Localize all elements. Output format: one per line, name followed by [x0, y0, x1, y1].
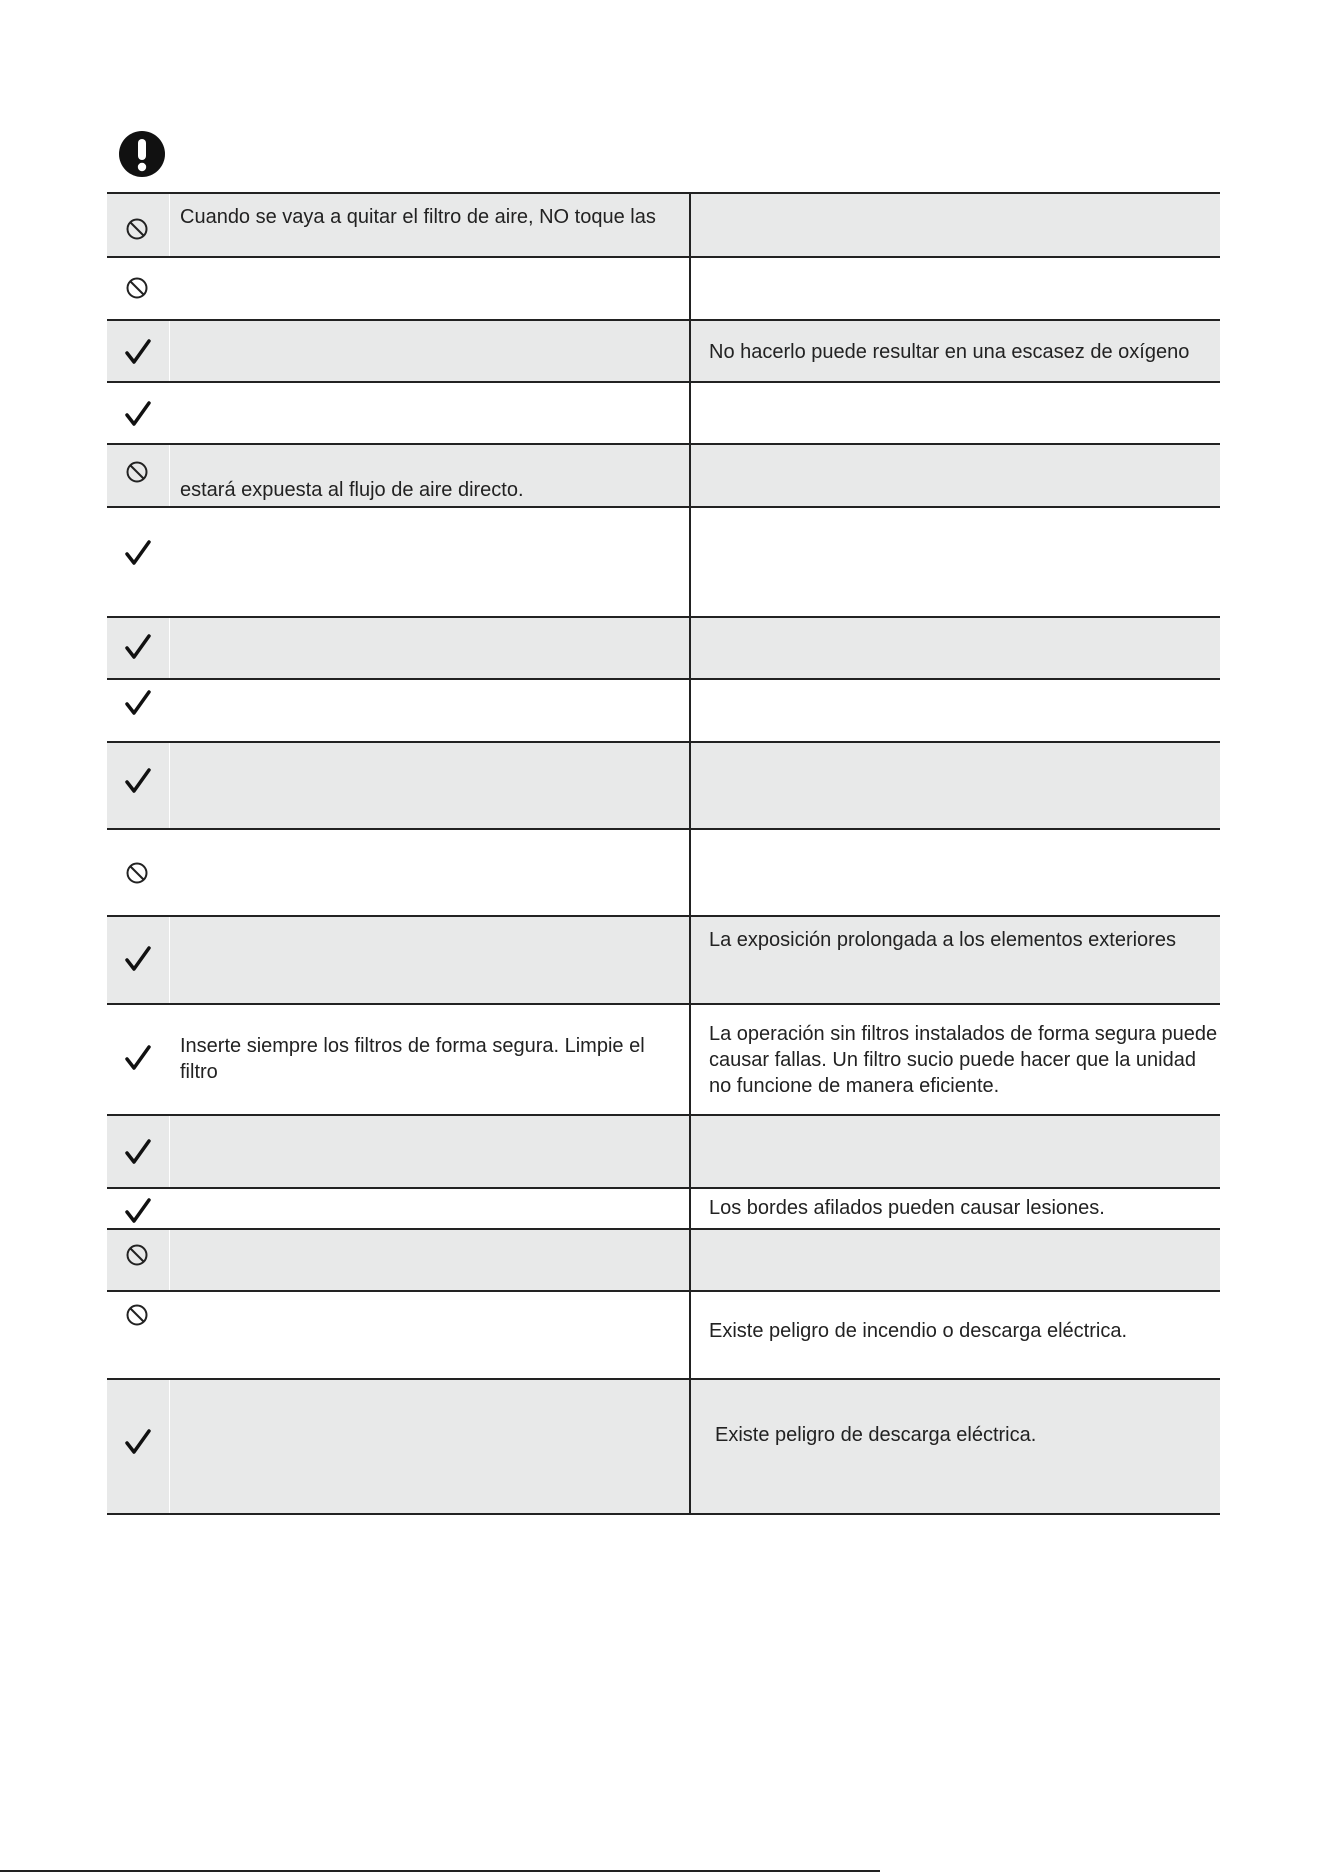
row-icon-cell [107, 1116, 170, 1187]
result-cell [691, 1380, 1220, 1513]
checkmark-icon [124, 1428, 152, 1456]
checkmark-icon [124, 400, 152, 428]
result-text: Existe peligro de descarga eléctrica. [715, 1424, 1037, 1446]
table-row [107, 678, 1220, 741]
result-text: No hacerlo puede resultar en una escasez de oxígeno [709, 341, 1190, 363]
prohibited-icon [125, 1243, 149, 1267]
row-icon-cell [107, 194, 170, 256]
instruction-text: Cuando se vaya a quitar el filtro de aire, NO toque las [180, 206, 656, 228]
table-row [107, 506, 1220, 616]
prohibited-icon [125, 460, 149, 484]
row-icon-cell [107, 321, 170, 381]
instruction-cell [170, 1005, 691, 1114]
instruction-cell [170, 445, 691, 506]
instruction-cell [170, 1116, 691, 1187]
result-cell [691, 445, 1220, 506]
table-row [107, 319, 1220, 381]
result-cell [691, 1292, 1220, 1378]
instruction-cell [170, 321, 691, 381]
instruction-cell [170, 383, 691, 443]
table-row [107, 194, 1220, 256]
result-text: La operación sin filtros instalados de forma segura puede causar fallas. Un filtro sucio puede hacer que la unidad no funcione de manera eficiente. [709, 1023, 1218, 1097]
row-icon-cell [107, 618, 170, 678]
prohibited-icon [125, 861, 149, 885]
table-row [107, 1228, 1220, 1290]
result-cell [691, 743, 1220, 828]
instruction-cell [170, 508, 691, 616]
checkmark-icon [124, 1197, 152, 1225]
row-icon-cell [107, 1230, 170, 1290]
row-icon-cell [107, 1380, 170, 1513]
result-cell [691, 258, 1220, 319]
table-row [107, 1003, 1220, 1114]
prohibited-icon [125, 276, 149, 300]
exclamation-circle-icon [118, 130, 166, 178]
result-cell [691, 383, 1220, 443]
table-row [107, 828, 1220, 915]
table-row [107, 741, 1220, 828]
checkmark-icon [124, 633, 152, 661]
checkmark-icon [124, 338, 152, 366]
result-cell [691, 1005, 1220, 1114]
checkmark-icon [124, 1138, 152, 1166]
result-cell [691, 508, 1220, 616]
table-row [107, 1114, 1220, 1187]
row-icon-cell [107, 508, 170, 616]
row-icon-cell [107, 917, 170, 1003]
row-icon-cell [107, 830, 170, 915]
instruction-cell [170, 1380, 691, 1513]
row-icon-cell [107, 1189, 170, 1228]
instruction-cell [170, 258, 691, 319]
result-cell [691, 194, 1220, 256]
instruction-text: estará expuesta al flujo de aire directo. [180, 479, 524, 501]
row-icon-cell [107, 680, 170, 741]
result-cell [691, 321, 1220, 381]
table-row [107, 1378, 1220, 1513]
instruction-cell [170, 618, 691, 678]
instruction-text: Inserte siempre los filtros de forma segura. Limpie el filtro [180, 1035, 645, 1083]
row-icon-cell [107, 1292, 170, 1378]
instruction-cell [170, 1230, 691, 1290]
instruction-cell [170, 1292, 691, 1378]
instruction-cell [170, 680, 691, 741]
result-text: La exposición prolongada a los elementos exteriores [709, 929, 1176, 951]
checkmark-icon [124, 767, 152, 795]
table-row [107, 1290, 1220, 1378]
result-cell [691, 1230, 1220, 1290]
instruction-cell [170, 830, 691, 915]
result-cell [691, 680, 1220, 741]
table-row [107, 256, 1220, 319]
instruction-cell [170, 743, 691, 828]
result-cell [691, 830, 1220, 915]
table-row [107, 616, 1220, 678]
prohibited-icon [125, 217, 149, 241]
checkmark-icon [124, 1044, 152, 1072]
row-icon-cell [107, 743, 170, 828]
checkmark-icon [124, 539, 152, 567]
table-row [107, 381, 1220, 443]
result-text: Existe peligro de incendio o descarga eléctrica. [709, 1320, 1128, 1342]
prohibited-icon [125, 1303, 149, 1327]
result-cell [691, 1116, 1220, 1187]
table-row [107, 1187, 1220, 1228]
result-cell [691, 1189, 1220, 1228]
checkmark-icon [124, 945, 152, 973]
safety-table [107, 192, 1220, 1515]
row-icon-cell [107, 383, 170, 443]
instruction-cell [170, 194, 691, 256]
instruction-cell [170, 1189, 691, 1228]
result-cell [691, 917, 1220, 1003]
result-text: Los bordes afilados pueden causar lesiones. [709, 1197, 1105, 1219]
row-icon-cell [107, 258, 170, 319]
instruction-cell [170, 917, 691, 1003]
table-row [107, 443, 1220, 506]
row-icon-cell [107, 1005, 170, 1114]
table-row [107, 915, 1220, 1003]
row-icon-cell [107, 445, 170, 506]
checkmark-icon [124, 689, 152, 717]
result-cell [691, 618, 1220, 678]
